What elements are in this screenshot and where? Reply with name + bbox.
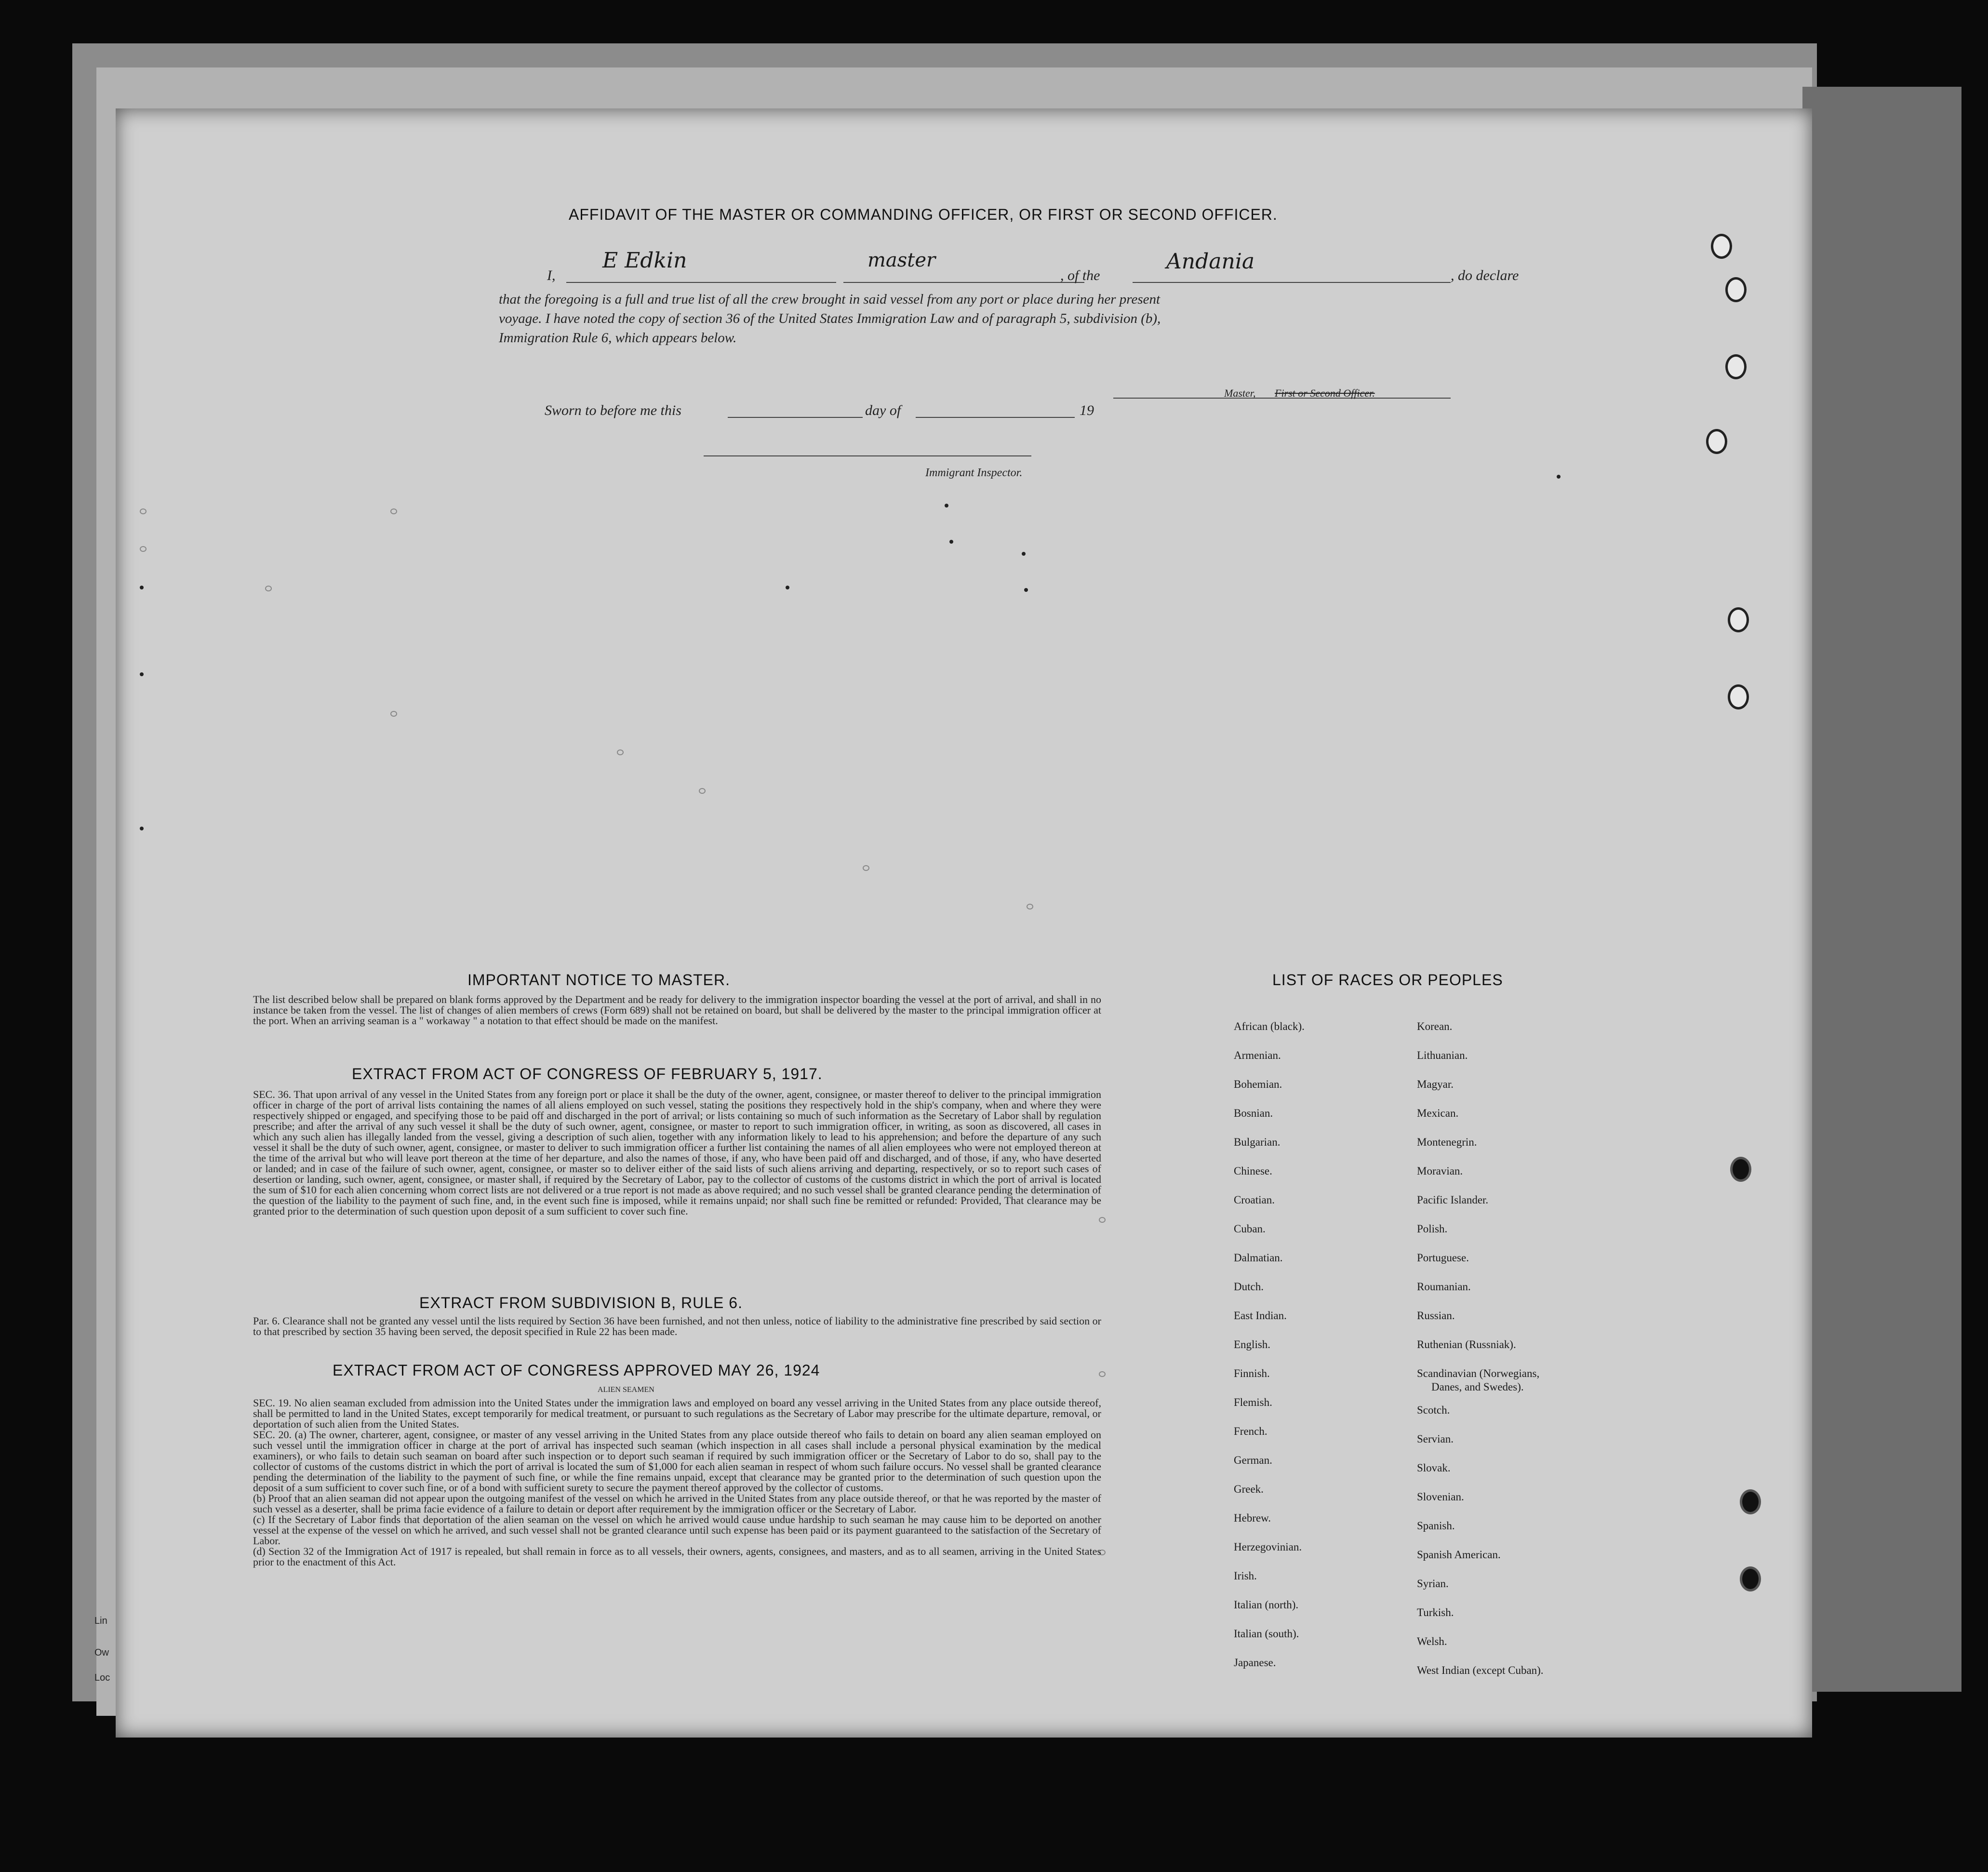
affidavit-body-3: Immigration Rule 6, which appears below.	[499, 330, 737, 346]
race-item: Spanish.	[1417, 1520, 1455, 1532]
race-item: French.	[1234, 1425, 1268, 1437]
master-sign-label: Master,	[1224, 387, 1256, 399]
race-item: Japanese.	[1234, 1657, 1276, 1669]
race-item: Ruthenian (Russniak).	[1417, 1338, 1516, 1351]
binder-edge	[1802, 87, 1961, 1692]
race-item: Bulgarian.	[1234, 1136, 1281, 1148]
sec-20c-text: (c) If the Secretary of Labor finds that deportation of the alien seaman on the vessel on which he arrived would cause undue hardship to such seaman he may cause him to be deported on another vessel at the expense of the vessel on which he arrived, and such vessel shall not be granted clearance until such expense has been paid or its payment guaranteed to the satisfaction of the Secretary of Labor.	[253, 1513, 1101, 1547]
sworn-day-line	[728, 417, 863, 418]
race-item: Lithuanian.	[1417, 1049, 1468, 1061]
punch-hole	[1740, 1489, 1761, 1514]
race-item: Slovak.	[1417, 1462, 1451, 1474]
sec-19-text: SEC. 19. No alien seaman excluded from admission into the United States under the immigration laws and employed on board any vessel arriving in the United States from any place outside thereof, shall be permitted to land in the United States, except temporarily for medical treatment, or pursuant to such regulations as the Secretary of Labor may prescribe for the ultimate departure, removal, or deportation of such alien from the United States.	[253, 1397, 1101, 1430]
race-item: Pacific Islander.	[1417, 1194, 1489, 1206]
race-item: Roumanian.	[1417, 1281, 1471, 1293]
race-item: Greek.	[1234, 1483, 1264, 1495]
race-item: Bohemian.	[1234, 1078, 1282, 1090]
notice-title: IMPORTANT NOTICE TO MASTER.	[467, 971, 730, 989]
extract-1924-subtitle: ALIEN SEAMEN	[598, 1386, 654, 1394]
sec-20b-text: (b) Proof that an alien seaman did not appear upon the outgoing manifest of the vessel on which he arrived in the United States from any place outside thereof, or that he was reported by the master of such vessel as a deserter, shall be prima facie evidence of a failure to detain or deport after requirement by the immigration officer or the Secretary of Labor.	[253, 1492, 1101, 1515]
extract-rule6-text: Par. 6. Clearance shall not be granted any vessel until the lists required by Section 36 have been furnished, and not then unless, notice of liability to the administrative fine prescribed by said section or to that prescribed by section 35 having been served, the deposit specified in Rule 22 has been made.	[253, 1315, 1101, 1337]
affidavit-title: AFFIDAVIT OF THE MASTER OR COMMANDING OFFICER, OR FIRST OR SECOND OFFICER.	[569, 206, 1278, 223]
sworn-month-line	[916, 417, 1075, 418]
master-name: E Edkin	[602, 248, 687, 273]
sec-20a-text: SEC. 20. (a) The owner, charterer, agent, consignee, or master of any vessel arriving in the United States from any place outside thereof who fails to detain on board any alien seaman employed on such vessel until the immigration officer in charge at the port of arrival has inspected such seaman (which inspection in all cases shall include a personal physical examination by the medical examiners), or who fails to detain such seaman on board after such inspection or to deport such seaman if required by such immigration officer or the Secretary of Labor to do so, shall pay to the collector of customs of the customs district in which the port of arrival is located the sum of $1,000 for each alien seaman in respect of whom such failure occurs. No vessel shall be granted clearance pending the determination of the liability to the payment of such fine, or while the fine remains unpaid, except that clearance may be granted prior to the determination of such question upon the deposit of a sum sufficient to cover such fine, or of a bond with sufficient surety to secure the payment thereof approved by the collector of customs.	[253, 1429, 1101, 1494]
extract-1924-title: EXTRACT FROM ACT OF CONGRESS APPROVED MAY 26, 1924	[333, 1362, 820, 1379]
vessel-line	[1133, 282, 1451, 283]
race-item: German.	[1234, 1454, 1272, 1466]
race-item: Dutch.	[1234, 1281, 1264, 1293]
punch-hole	[1725, 354, 1747, 379]
race-item: Italian (south).	[1234, 1628, 1299, 1640]
margin-label: Lin	[94, 1616, 107, 1626]
races-title: LIST OF RACES OR PEOPLES	[1272, 971, 1503, 989]
race-item: Servian.	[1417, 1433, 1454, 1445]
extract-1917-title: EXTRACT FROM ACT OF CONGRESS OF FEBRUARY 5, 1917.	[352, 1065, 823, 1083]
year-label: 19	[1080, 402, 1094, 418]
punch-hole	[1730, 1157, 1751, 1182]
punch-hole	[1725, 277, 1747, 302]
master-rank: master	[867, 249, 936, 271]
race-item: Bosnian.	[1234, 1107, 1273, 1119]
do-declare-label: , do declare	[1451, 267, 1519, 283]
race-item: Russian.	[1417, 1310, 1455, 1322]
extract-1917-text: SEC. 36. That upon arrival of any vessel in the United States from any foreign port or place it shall be the duty of the owner, agent, consignee, or master thereof to deliver to the principal immigration officer in charge of the port of arrival lists containing the names of all aliens employed on such vessel, stating the positions they respectively hold in the ship's company, when and where they were respectively shipped or engaged, and specifying those to be paid off and discharged in the port of arrival; or lists containing so much of such information as the Secretary of Labor shall by regulation prescribe; and after the arrival of any such vessel it shall be the duty of such owner, agent, consignee, or master to report to such immigration officer, in writing, as soon as discovered, all cases in which any such alien has illegally landed from the vessel, giving a description of such alien, together with any information likely to lead to his apprehension; and before the departure of any such vessel it shall be the duty of such owner, agent, consignee, or master to deliver to such immigration officer a further list containing the names of all alien employees who were not employed thereon at the time of the arrival but who will leave port thereon at the time of her departure, and also the names of those, if any, who have been paid off and discharged, and of those, if any, who have deserted or landed; and in case of the failure of such owner, agent, consignee, or master so to deliver either of the said lists of such aliens arriving and departing, respectively, or so to report such cases of desertion or landing, such owner, agent, consignee, or master shall, if required by the Secretary of Labor, pay to the collector of customs of the customs district in which the port of arrival is located the sum of $10 for each alien concerning whom correct lists are not delivered or a true report is not made as above required; and no such vessel shall be granted clearance pending the determination of the question of the liability to the payment of such fine, and, in the event such fine is imposed, while it remains unpaid; nor shall such fine be remitted or refunded: Provided, That clearance may be granted prior to the determination of such question upon deposit of a sum sufficient to cover such fine.	[253, 1088, 1101, 1217]
race-item: Scandinavian (Norwegians,	[1417, 1367, 1540, 1379]
inspector-label: Immigrant Inspector.	[925, 467, 1023, 479]
race-item: Magyar.	[1417, 1078, 1454, 1090]
race-item: Armenian.	[1234, 1049, 1281, 1061]
punch-hole	[1740, 1566, 1761, 1591]
sworn-label: Sworn to before me this	[545, 402, 681, 418]
race-item: Polish.	[1417, 1223, 1448, 1235]
race-item: Portuguese.	[1417, 1252, 1469, 1264]
notice-text: The list described below shall be prepared on blank forms approved by the Department and be ready for delivery to the immigration inspector boarding the vessel at the port of arrival, and shall in no instance be taken from the vessel. The list of changes of alien members of crews (Form 689) shall not be retained on board, but shall be delivered by the master to the principal immigration officer at the port. When an arriving seaman is a " workaway " a notation to that effect should be made on the manifest.	[253, 993, 1101, 1027]
affidavit-body-2: voyage. I have noted the copy of section 36 of the United States Immigration Law and of paragraph 5, subdivision (b),	[499, 311, 1161, 326]
document-page	[116, 108, 1812, 1738]
race-item: Spanish American.	[1417, 1549, 1501, 1561]
sec-20d-text: (d) Section 32 of the Immigration Act of 1917 is repealed, but shall remain in force as to all vessels, their owners, agents, consignees, and masters, and as to all seamen, arriving in the United States prior to the enactment of this Act.	[253, 1545, 1101, 1568]
rank-line	[843, 282, 1084, 283]
race-item: Dalmatian.	[1234, 1252, 1283, 1264]
race-item: Finnish.	[1234, 1367, 1270, 1379]
punch-hole	[1728, 684, 1749, 709]
margin-label: Ow	[94, 1647, 109, 1658]
race-item: Montenegrin.	[1417, 1136, 1477, 1148]
race-item: Hebrew.	[1234, 1512, 1271, 1524]
race-item: Moravian.	[1417, 1165, 1463, 1177]
race-item: African (black).	[1234, 1020, 1305, 1032]
race-item: Irish.	[1234, 1570, 1257, 1582]
race-item: Turkish.	[1417, 1606, 1454, 1618]
extract-rule6-title: EXTRACT FROM SUBDIVISION B, RULE 6.	[419, 1294, 743, 1311]
race-item: Mexican.	[1417, 1107, 1459, 1119]
struck-officer-label: First or Second Officer.	[1275, 387, 1375, 399]
margin-label: Loc	[94, 1672, 110, 1683]
race-item: Welsh.	[1417, 1635, 1447, 1647]
punch-hole	[1706, 429, 1727, 454]
punch-hole	[1728, 607, 1749, 632]
i-label: I,	[547, 267, 556, 283]
day-of-label: day of	[865, 402, 901, 418]
vessel-name: Andania	[1166, 249, 1255, 274]
punch-hole	[1711, 234, 1732, 259]
race-item: East Indian.	[1234, 1310, 1287, 1322]
race-item: Croatian.	[1234, 1194, 1275, 1206]
race-item: Cuban.	[1234, 1223, 1266, 1235]
race-item: Korean.	[1417, 1020, 1453, 1032]
extract-1924-body	[253, 1398, 1101, 1567]
name-line	[566, 282, 836, 283]
affidavit-body-1: that the foregoing is a full and true list of all the crew brought in said vessel from any port or place during her present	[499, 292, 1161, 307]
race-item: Danes, and Swedes).	[1431, 1381, 1524, 1393]
race-item: Chinese.	[1234, 1165, 1272, 1177]
race-item: Italian (north).	[1234, 1599, 1299, 1611]
inspector-line	[704, 455, 1031, 456]
race-item: English.	[1234, 1338, 1271, 1351]
race-item: Slovenian.	[1417, 1491, 1464, 1503]
race-item: Herzegovinian.	[1234, 1541, 1302, 1553]
of-the-label: , of the	[1060, 267, 1100, 283]
race-item: Flemish.	[1234, 1396, 1272, 1408]
race-item: West Indian (except Cuban).	[1417, 1664, 1544, 1676]
race-item: Scotch.	[1417, 1404, 1450, 1416]
race-item: Syrian.	[1417, 1578, 1449, 1590]
